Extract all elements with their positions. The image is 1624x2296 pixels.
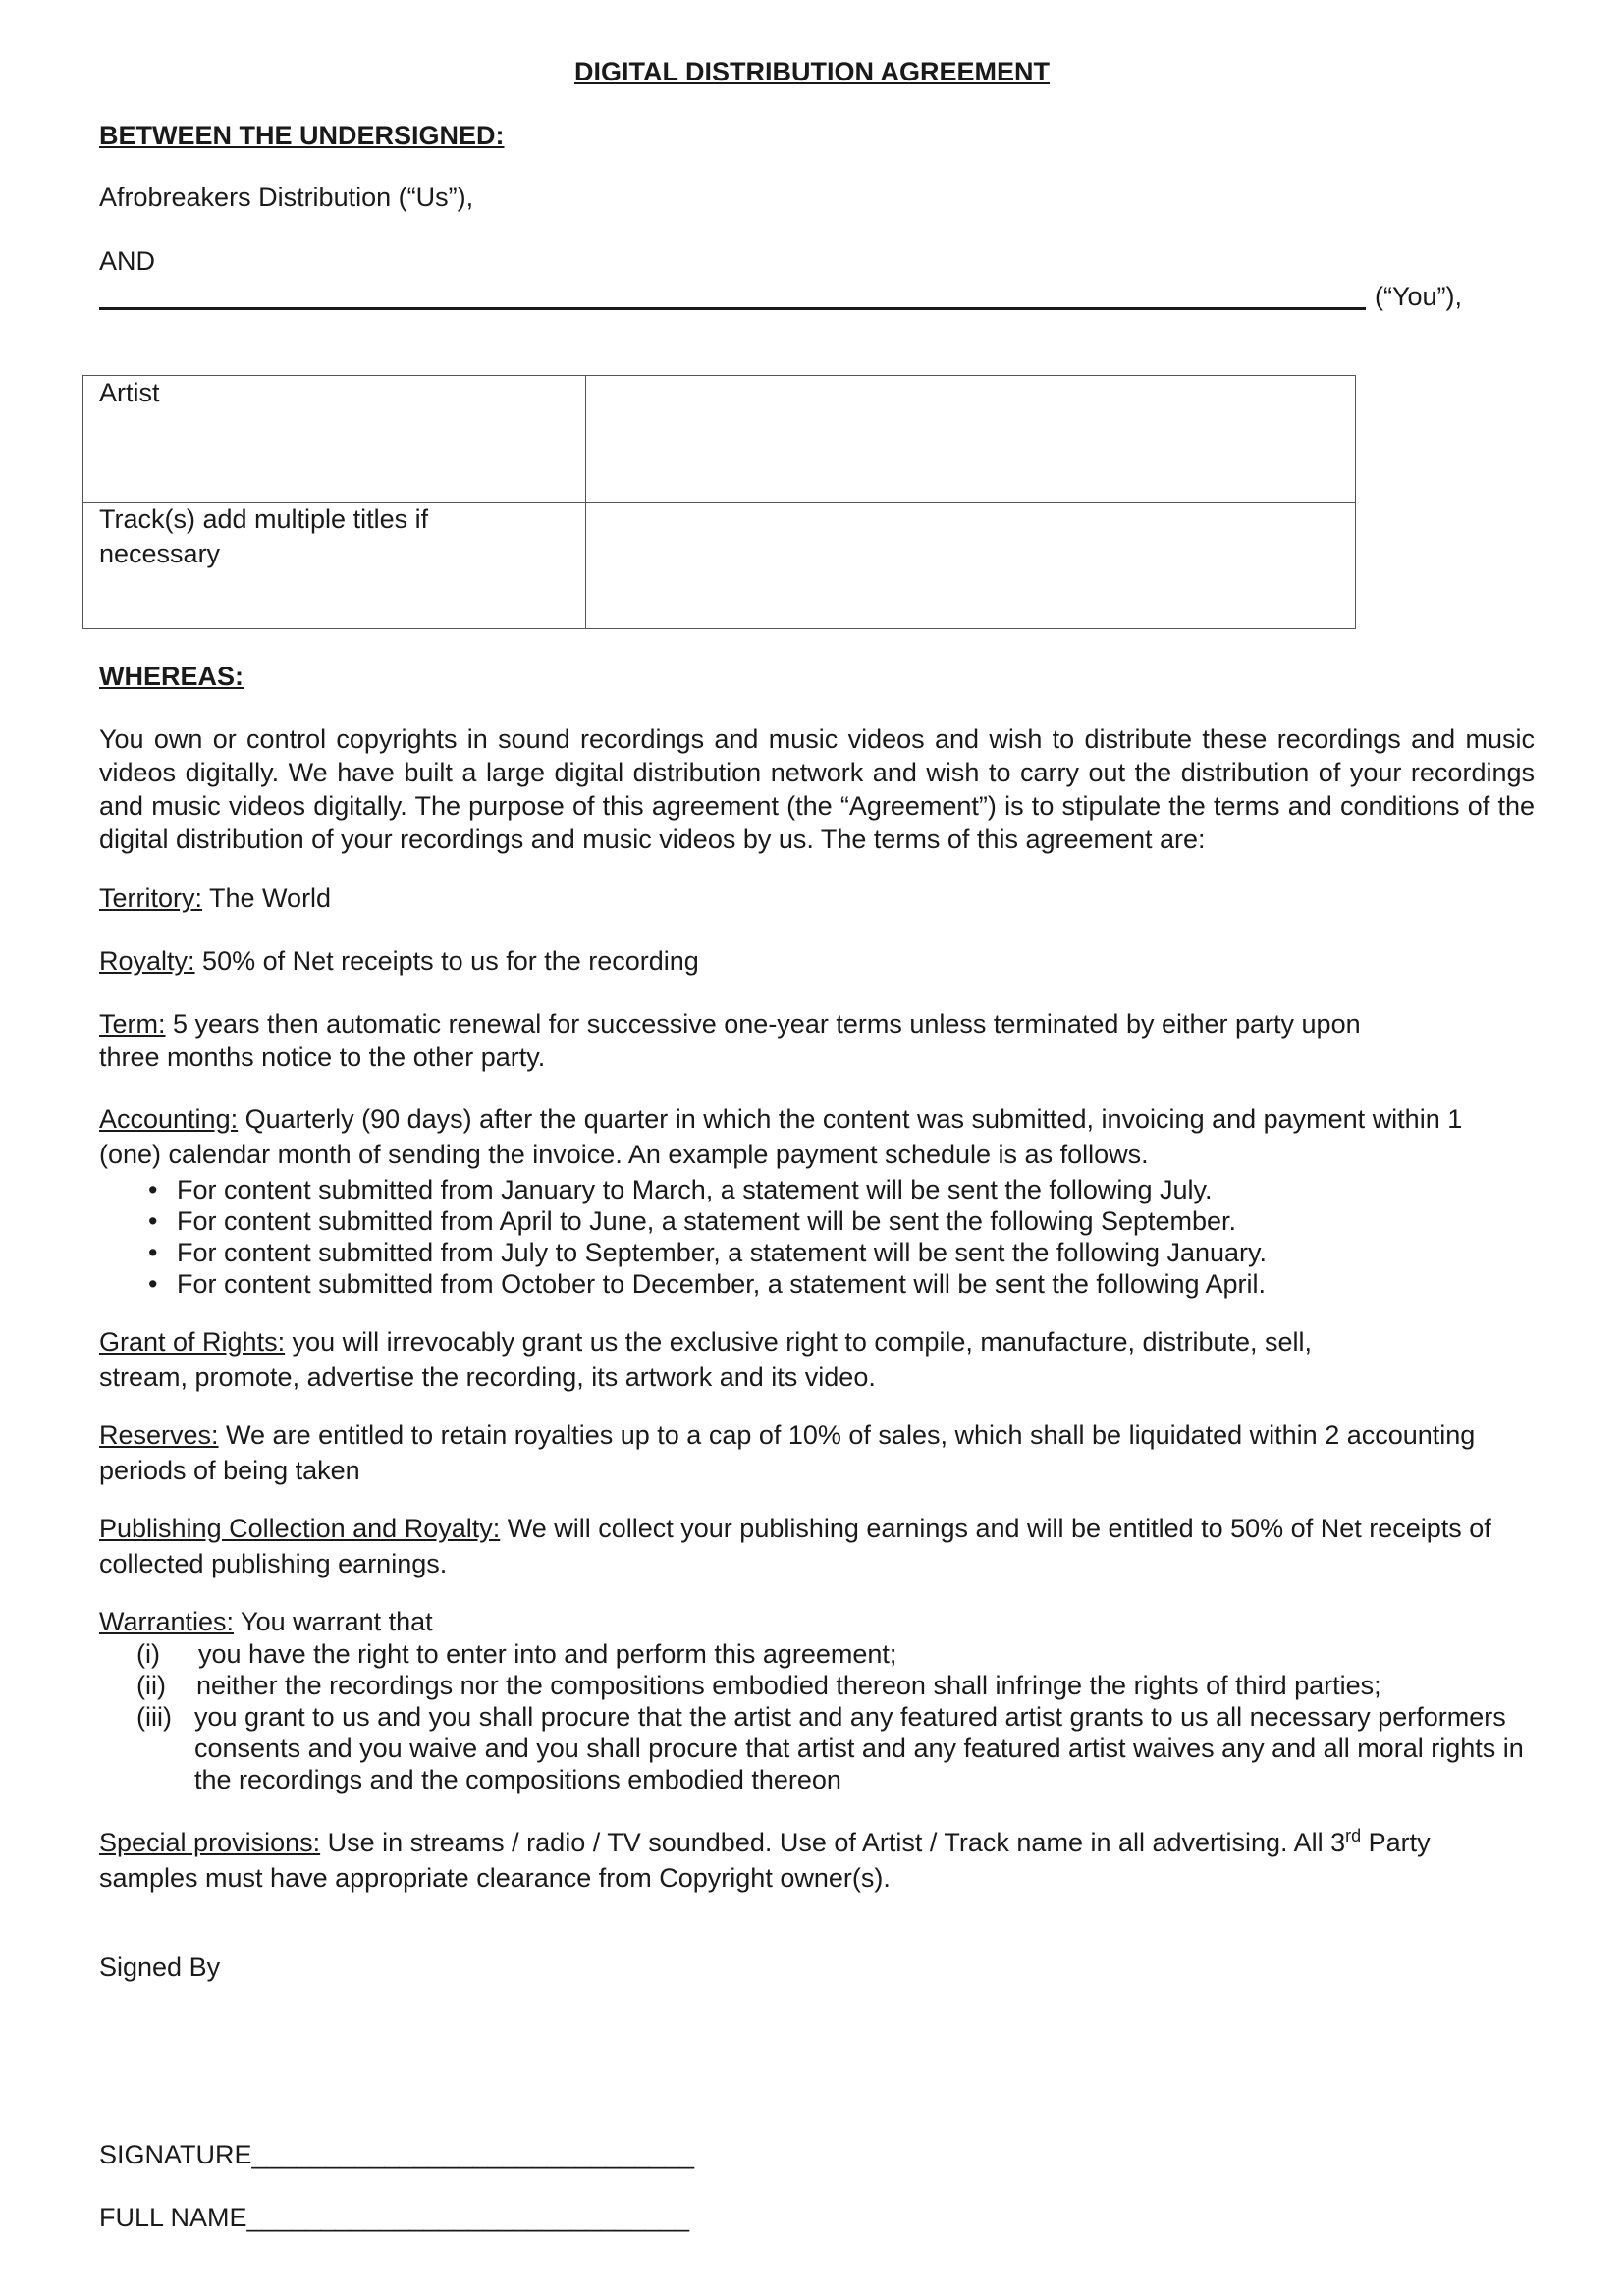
- signature-label: SIGNATURE: [99, 2140, 252, 2169]
- signature-line[interactable]: ______________________________: [251, 2140, 694, 2169]
- warranty-number: (i): [136, 1639, 160, 1669]
- reserves-clause: [99, 1417, 1543, 1488]
- artist-value-cell[interactable]: [586, 376, 1356, 503]
- list-item: • For content submitted from January to March, a statement will be sent the following July.: [148, 1175, 1213, 1204]
- grant-label: Grant of Rights:: [99, 1327, 286, 1357]
- reserves-label: Reserves:: [99, 1420, 219, 1450]
- special-sup: rd: [1345, 1826, 1362, 1845]
- list-item: [136, 1701, 1541, 1795]
- schedule-item-text: For content submitted from April to June, a statement will be sent the following September.: [177, 1206, 1237, 1236]
- warranty-number: (ii): [136, 1671, 166, 1700]
- whereas-heading: WHEREAS:: [99, 662, 244, 691]
- warranties-clause: [99, 1605, 433, 1638]
- list-item: • For content submitted from July to September, a statement will be sent the following January.: [148, 1238, 1268, 1267]
- warranty-text: neither the recordings nor the compositions embodied thereon shall infringe the rights of third parties;: [196, 1671, 1381, 1700]
- royalty-text: 50% of Net receipts to us for the recording: [194, 946, 699, 976]
- artist-label: Artist: [99, 378, 160, 407]
- special-text-2: Party samples must have appropriate clearance from Copyright owner(s).: [99, 1828, 1431, 1893]
- warranties-list: [136, 1638, 1541, 1795]
- whereas-paragraph: You own or control copyrights in sound recordings and music videos and wish to distribute these recordings and music videos digitally. We have built a large digital distribution network and wish to carry out the distribution of your recordings and music videos digitally. The purpose of this agreement (the “Agreement”) is to stipulate the terms and conditions of the digital distribution of your recordings and music videos by us. The terms of this agreement are:: [99, 724, 1535, 854]
- between-heading: BETWEEN THE UNDERSIGNED:: [99, 121, 505, 150]
- special-text-1: Use in streams / radio / TV soundbed. Use of Artist / Track name in all advertising. All 3: [320, 1828, 1346, 1857]
- party-you-suffix: (“You”),: [1375, 282, 1463, 311]
- accounting-text: Quarterly (90 days) after the quarter in which the content was submitted, invoicing and payment within 1 (one) calendar month of sending the invoice. An example payment schedule is as follows.: [99, 1104, 1463, 1169]
- royalty-label: Royalty:: [99, 946, 195, 976]
- table-row: [83, 376, 1356, 503]
- party-you-blank-line[interactable]: [99, 307, 1366, 310]
- list-item: • For content submitted from October to December, a statement will be sent the following April.: [148, 1269, 1267, 1299]
- schedule-item-text: For content submitted from July to September, a statement will be sent the following January.: [177, 1238, 1268, 1267]
- accounting-label: Accounting:: [99, 1104, 239, 1134]
- special-label: Special provisions:: [99, 1828, 321, 1857]
- territory-clause: [99, 881, 331, 915]
- warranties-text: You warrant that: [234, 1607, 433, 1636]
- territory-text: The World: [202, 883, 332, 913]
- signed-by-label: Signed By: [99, 1952, 221, 1982]
- grant-clause: [99, 1324, 1395, 1395]
- warranty-text: you have the right to enter into and perform this agreement;: [198, 1639, 897, 1669]
- publishing-label: Publishing Collection and Royalty:: [99, 1514, 501, 1543]
- term-clause: [99, 1007, 1425, 1074]
- schedule-item-text: For content submitted from October to December, a statement will be sent the following April.: [177, 1269, 1267, 1299]
- tracks-label-cell: [83, 503, 586, 629]
- territory-label: Territory:: [99, 883, 203, 913]
- schedule-item-text: For content submitted from January to March, a statement will be sent the following July.: [177, 1175, 1213, 1204]
- table-row: [83, 503, 1356, 629]
- warranties-label: Warranties:: [99, 1607, 235, 1636]
- list-item: [136, 1670, 1541, 1701]
- grant-text: you will irrevocably grant us the exclusive right to compile, manufacture, distribute, sell, stream, promote, advertise the recording, its artwork and its video.: [99, 1327, 1313, 1392]
- tracks-value-cell[interactable]: [586, 503, 1356, 629]
- accounting-clause: [99, 1101, 1523, 1172]
- payment-schedule-list: [99, 1174, 1533, 1300]
- details-table: [82, 375, 1356, 629]
- royalty-clause: [99, 944, 699, 978]
- reserves-text: We are entitled to retain royalties up to a cap of 10% of sales, which shall be liquidated within 2 accounting periods of being taken: [99, 1420, 1476, 1485]
- artist-label-cell: [83, 376, 586, 503]
- full-name-row: [99, 2201, 689, 2234]
- party-us: Afrobreakers Distribution (“Us”),: [99, 183, 474, 212]
- full-name-label: FULL NAME: [99, 2203, 247, 2232]
- publishing-clause: [99, 1511, 1533, 1581]
- warranty-text: you grant to us and you shall procure that the artist and any featured artist grants to us all necessary performers consents and you waive and you shall procure that artist and any featured artist waives any and all moral rights in the recordings and the compositions embodied thereon: [194, 1702, 1524, 1794]
- term-label: Term:: [99, 1009, 166, 1039]
- list-item: [136, 1638, 1541, 1670]
- publishing-text: We will collect your publishing earnings and will be entitled to 50% of Net receipts of collected publishing earnings.: [99, 1514, 1491, 1578]
- full-name-line[interactable]: ______________________________: [246, 2203, 690, 2232]
- warranty-number: (iii): [136, 1702, 172, 1732]
- term-text: 5 years then automatic renewal for successive one-year terms unless terminated by either party upon three months notice to the other party.: [99, 1009, 1361, 1072]
- tracks-label: Track(s) add multiple titles if necessary: [99, 505, 429, 568]
- document-title: DIGITAL DISTRIBUTION AGREEMENT: [574, 57, 1050, 86]
- list-item: • For content submitted from April to June, a statement will be sent the following September.: [148, 1206, 1237, 1236]
- special-provisions-clause: [99, 1825, 1533, 1896]
- signature-row: [99, 2138, 694, 2171]
- and-label: AND: [99, 246, 156, 276]
